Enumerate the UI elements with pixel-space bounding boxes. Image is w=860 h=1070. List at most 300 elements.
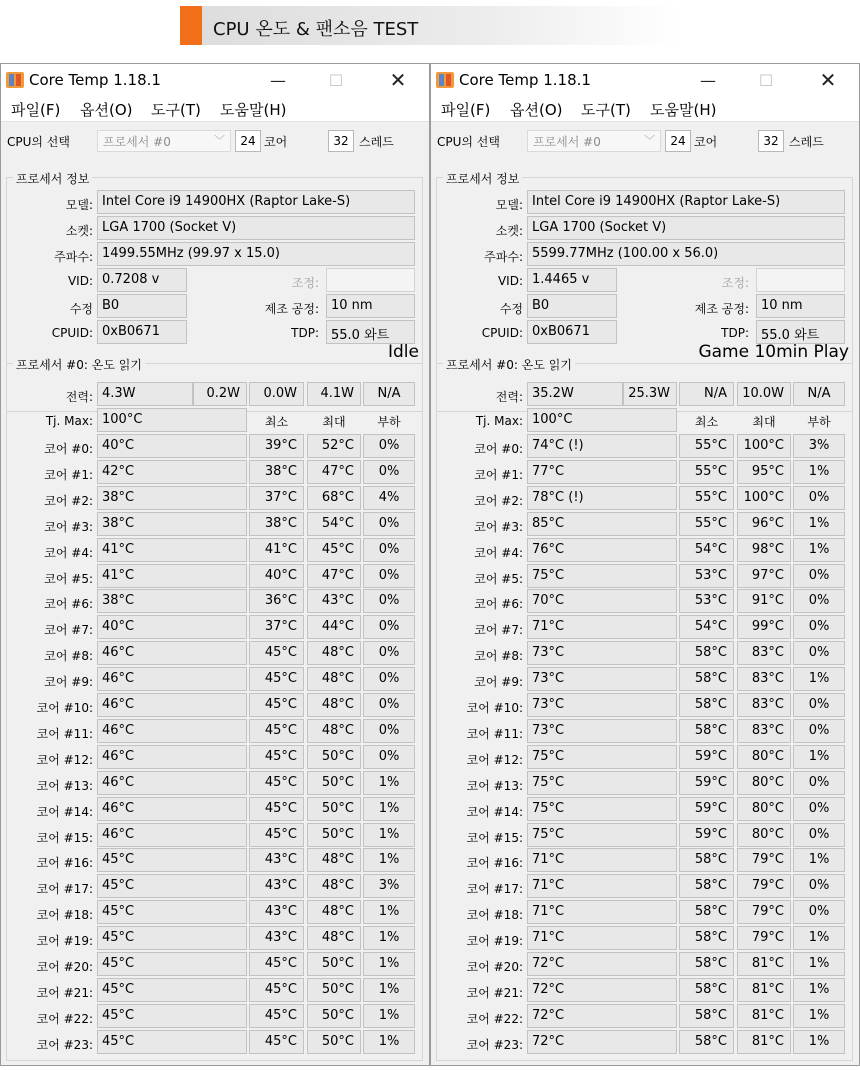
core-max-temp-field: 50°C [307, 1004, 361, 1028]
core-max-temp-field: 48°C [307, 926, 361, 950]
core-load-field: 1% [793, 460, 845, 484]
core-temp-app-icon [5, 71, 25, 89]
vid-label: VID: [497, 274, 523, 288]
menu-bar [1, 96, 429, 122]
core-temperature-field: 46°C [97, 641, 247, 665]
power-cores-field: 0.2W [193, 382, 247, 406]
window-title: Core Temp 1.18.1 [29, 71, 161, 89]
menu-tools[interactable]: 도구(T) [151, 101, 201, 119]
power-package-field: 4.3W [97, 382, 193, 406]
core-temperature-field: 45°C [97, 1030, 247, 1054]
cpu-select-label: CPU의 선택 [7, 135, 70, 149]
core-label: 코어 #21: [466, 985, 523, 1000]
core-max-temp-field: 48°C [307, 667, 361, 691]
power-dram-field: 4.1W [307, 382, 361, 406]
core-load-field: 0% [363, 667, 415, 691]
max-column-header: 최대 [752, 415, 776, 429]
frequency-field: 5599.77MHz (100.00 x 56.0) [527, 242, 845, 266]
core-count-field: 24 [665, 130, 691, 152]
core-load-field: 1% [793, 952, 845, 976]
menu-tools[interactable]: 도구(T) [581, 101, 631, 119]
core-temperature-field: 45°C [97, 1004, 247, 1028]
core-load-field: 1% [793, 926, 845, 950]
core-load-field: 0% [793, 615, 845, 639]
temperature-readings-legend: 프로세서 #0: 온도 읽기 [13, 356, 145, 373]
banner-accent-bar [180, 6, 202, 45]
cpuid-label: CPUID: [51, 326, 93, 340]
core-max-temp-field: 81°C [737, 1030, 791, 1054]
core-label: 코어 #12: [466, 752, 523, 767]
processor-dropdown[interactable] [97, 130, 231, 152]
core-temperature-field: 38°C [97, 486, 247, 510]
processor-dropdown-value: 프로세서 #0 [533, 135, 601, 149]
core-label: 코어 #3: [44, 519, 93, 534]
core-min-temp-field: 45°C [249, 745, 304, 769]
test-condition-label: Idle [388, 342, 419, 362]
test-banner [180, 6, 680, 45]
tdp-field: 55.0 와트 [326, 320, 415, 344]
core-temperature-field: 46°C [97, 823, 247, 847]
core-load-field: 1% [363, 797, 415, 821]
lithography-label: 제조 공정: [264, 302, 319, 316]
core-temperature-field: 40°C [97, 615, 247, 639]
core-load-field: 0% [363, 538, 415, 562]
core-min-temp-field: 45°C [249, 823, 304, 847]
frequency-label: 주파수: [54, 250, 93, 264]
core-load-field: 0% [793, 564, 845, 588]
core-min-temp-field: 58°C [679, 952, 734, 976]
core-min-temp-field: 58°C [679, 900, 734, 924]
core-temperature-field: 74°C (!) [527, 434, 677, 458]
menu-file[interactable]: 파일(F) [11, 101, 61, 119]
core-load-field: 0% [363, 589, 415, 613]
thread-count-field: 32 [758, 130, 784, 152]
core-temperature-field: 45°C [97, 874, 247, 898]
core-label: 코어 #10: [466, 701, 523, 715]
core-max-temp-field: 83°C [737, 641, 791, 665]
model-field: Intel Core i9 14900HX (Raptor Lake-S) [97, 190, 415, 214]
core-temperature-field: 40°C [97, 434, 247, 458]
core-load-field: 1% [363, 926, 415, 950]
core-load-field: 0% [363, 745, 415, 769]
core-min-temp-field: 43°C [249, 900, 304, 924]
core-min-temp-field: 58°C [679, 874, 734, 898]
core-label: 코어 #4: [474, 545, 523, 560]
core-label: 코어 #23: [36, 1037, 93, 1052]
core-load-field: 1% [793, 667, 845, 691]
title-bar [1, 64, 429, 96]
load-column-header: 부하 [807, 415, 831, 429]
core-max-temp-field: 79°C [737, 848, 791, 872]
core-label: 코어 #11: [36, 726, 93, 741]
core-temperature-field: 45°C [97, 926, 247, 950]
core-max-temp-field: 80°C [737, 823, 791, 847]
revision-field: B0 [97, 294, 187, 318]
core-label: 코어 #17: [36, 882, 93, 897]
core-min-temp-field: 41°C [249, 538, 304, 562]
menu-options[interactable]: 옵션(O) [510, 101, 563, 119]
core-max-temp-field: 44°C [307, 615, 361, 639]
core-max-temp-field: 79°C [737, 926, 791, 950]
load-column-header: 부하 [377, 415, 401, 429]
core-max-temp-field: 48°C [307, 693, 361, 717]
core-label: 코어 #20: [466, 960, 523, 974]
power-uncore-field: N/A [679, 382, 734, 406]
core-temperature-field: 75°C [527, 564, 677, 588]
core-label: 코어 #18: [466, 908, 523, 923]
core-label: 코어 #10: [36, 701, 93, 715]
socket-field: LGA 1700 (Socket V) [97, 216, 415, 240]
core-temperature-field: 45°C [97, 848, 247, 872]
core-temperature-field: 78°C (!) [527, 486, 677, 510]
close-button[interactable]: ✕ [819, 68, 837, 92]
minimize-button[interactable]: — [270, 70, 286, 90]
model-label: 모델: [495, 198, 523, 212]
core-min-temp-field: 59°C [679, 745, 734, 769]
core-load-field: 0% [793, 797, 845, 821]
core-load-field: 0% [363, 693, 415, 717]
core-min-temp-field: 55°C [679, 434, 734, 458]
lithography-label: 제조 공정: [694, 302, 749, 316]
core-label: 코어 #13: [466, 778, 523, 793]
core-max-temp-field: 80°C [737, 745, 791, 769]
core-max-temp-field: 80°C [737, 771, 791, 795]
core-label: 코어 #8: [44, 649, 93, 664]
core-label: 코어 #22: [36, 1011, 93, 1026]
core-max-temp-field: 50°C [307, 745, 361, 769]
core-max-temp-field: 80°C [737, 797, 791, 821]
core-temperature-field: 46°C [97, 797, 247, 821]
core-label: 코어 #1: [44, 467, 93, 482]
core-load-field: 0% [793, 823, 845, 847]
core-label: 코어 #12: [36, 752, 93, 767]
core-load-field: 0% [793, 771, 845, 795]
core-temperature-field: 45°C [97, 952, 247, 976]
core-count-label: 코어 [694, 135, 718, 149]
temperature-readings-group [6, 358, 423, 1061]
tjmax-label: Tj. Max: [475, 414, 523, 428]
core-label: 코어 #22: [466, 1011, 523, 1026]
core-label: 코어 #9: [44, 675, 93, 690]
core-temperature-field: 46°C [97, 771, 247, 795]
core-temperature-field: 71°C [527, 848, 677, 872]
revision-label: 수정 [499, 302, 523, 316]
core-max-temp-field: 98°C [737, 538, 791, 562]
window-title: Core Temp 1.18.1 [459, 71, 591, 89]
core-min-temp-field: 43°C [249, 926, 304, 950]
core-temperature-field: 71°C [527, 874, 677, 898]
revision-field: B0 [527, 294, 617, 318]
tjmax-field: 100°C [527, 408, 677, 432]
core-min-temp-field: 45°C [249, 978, 304, 1002]
core-temp-window-idle [0, 63, 430, 1066]
core-temperature-field: 73°C [527, 667, 677, 691]
min-column-header: 최소 [694, 415, 719, 429]
core-max-temp-field: 99°C [737, 615, 791, 639]
core-temperature-field: 72°C [527, 1030, 677, 1054]
core-min-temp-field: 58°C [679, 719, 734, 743]
core-label: 코어 #15: [466, 830, 523, 845]
power-label: 전력: [495, 390, 523, 404]
tdp-field: 55.0 와트 [756, 320, 845, 344]
core-max-temp-field: 81°C [737, 1004, 791, 1028]
core-count-label: 코어 [264, 135, 288, 149]
core-label: 코어 #16: [466, 856, 523, 871]
core-label: 코어 #3: [474, 519, 523, 534]
core-min-temp-field: 43°C [249, 874, 304, 898]
core-max-temp-field: 50°C [307, 952, 361, 976]
core-load-field: 0% [363, 460, 415, 484]
revision-label: 수정 [69, 302, 93, 316]
core-label: 코어 #0: [44, 442, 93, 456]
adjust-label: 조정: [721, 276, 749, 290]
core-load-field: 0% [793, 641, 845, 665]
core-min-temp-field: 55°C [679, 486, 734, 510]
core-temperature-field: 73°C [527, 693, 677, 717]
cpuid-field: 0xB0671 [97, 320, 187, 344]
core-load-field: 0% [793, 874, 845, 898]
menu-help[interactable]: 도움말(H) [220, 101, 287, 119]
core-max-temp-field: 45°C [307, 538, 361, 562]
core-min-temp-field: 45°C [249, 1004, 304, 1028]
core-min-temp-field: 58°C [679, 1004, 734, 1028]
chevron-down-icon: ﹀ [644, 134, 655, 147]
core-max-temp-field: 68°C [307, 486, 361, 510]
menu-options[interactable]: 옵션(O) [80, 101, 133, 119]
core-max-temp-field: 91°C [737, 589, 791, 613]
core-min-temp-field: 45°C [249, 667, 304, 691]
core-max-temp-field: 48°C [307, 900, 361, 924]
core-label: 코어 #5: [474, 571, 523, 586]
core-temperature-field: 71°C [527, 926, 677, 950]
core-max-temp-field: 83°C [737, 693, 791, 717]
chevron-down-icon: ﹀ [214, 134, 225, 147]
core-min-temp-field: 58°C [679, 667, 734, 691]
core-load-field: 0% [363, 512, 415, 536]
core-temperature-field: 76°C [527, 538, 677, 562]
core-temperature-field: 45°C [97, 900, 247, 924]
core-max-temp-field: 50°C [307, 978, 361, 1002]
core-min-temp-field: 59°C [679, 797, 734, 821]
core-label: 코어 #15: [36, 830, 93, 845]
core-max-temp-field: 100°C [737, 486, 791, 510]
core-temperature-field: 75°C [527, 823, 677, 847]
core-temperature-field: 46°C [97, 693, 247, 717]
core-load-field: 1% [793, 848, 845, 872]
lithography-field: 10 nm [756, 294, 845, 318]
core-min-temp-field: 38°C [249, 512, 304, 536]
core-temperature-field: 77°C [527, 460, 677, 484]
adjust-field [756, 268, 845, 292]
core-max-temp-field: 100°C [737, 434, 791, 458]
maximize-button[interactable]: ☐ [328, 70, 344, 90]
close-button[interactable]: ✕ [389, 68, 407, 92]
vid-label: VID: [67, 274, 93, 288]
core-load-field: 1% [363, 900, 415, 924]
core-min-temp-field: 45°C [249, 719, 304, 743]
power-cores-field: 25.3W [623, 382, 677, 406]
core-load-field: 0% [793, 693, 845, 717]
adjust-label: 조정: [291, 276, 319, 290]
core-label: 코어 #14: [466, 804, 523, 819]
core-temperature-field: 73°C [527, 641, 677, 665]
core-max-temp-field: 97°C [737, 564, 791, 588]
core-temperature-field: 72°C [527, 1004, 677, 1028]
banner-title: CPU 온도 & 팬소음 TEST [213, 19, 419, 40]
temperature-readings-legend: 프로세서 #0: 온도 읽기 [443, 356, 575, 373]
core-label: 코어 #5: [44, 571, 93, 586]
test-condition-label: Game 10min Play [698, 342, 849, 362]
thread-count-label: 스레드 [789, 135, 824, 149]
core-temperature-field: 38°C [97, 512, 247, 536]
core-temperature-field: 38°C [97, 589, 247, 613]
socket-field: LGA 1700 (Socket V) [527, 216, 845, 240]
core-temperature-field: 41°C [97, 564, 247, 588]
core-load-field: 1% [363, 1004, 415, 1028]
frequency-label: 주파수: [484, 250, 523, 264]
core-load-field: 0% [363, 434, 415, 458]
core-load-field: 4% [363, 486, 415, 510]
core-min-temp-field: 55°C [679, 512, 734, 536]
core-load-field: 0% [363, 564, 415, 588]
core-load-field: 0% [793, 486, 845, 510]
core-max-temp-field: 47°C [307, 564, 361, 588]
core-temperature-field: 46°C [97, 745, 247, 769]
power-dram-field: 10.0W [737, 382, 791, 406]
core-min-temp-field: 58°C [679, 1030, 734, 1054]
core-label: 코어 #6: [44, 597, 93, 612]
core-load-field: 0% [363, 615, 415, 639]
power-gpu-field: N/A [793, 382, 845, 406]
core-load-field: 1% [793, 978, 845, 1002]
core-temperature-field: 70°C [527, 589, 677, 613]
core-temp-app-icon [435, 71, 455, 89]
core-temperature-field: 72°C [527, 978, 677, 1002]
core-min-temp-field: 38°C [249, 460, 304, 484]
core-temperature-field: 85°C [527, 512, 677, 536]
minimize-button[interactable]: — [700, 70, 716, 90]
core-label: 코어 #19: [36, 934, 93, 949]
core-label: 코어 #23: [466, 1037, 523, 1052]
core-label: 코어 #2: [44, 493, 93, 508]
core-load-field: 1% [793, 1004, 845, 1028]
core-min-temp-field: 58°C [679, 978, 734, 1002]
menu-help[interactable]: 도움말(H) [650, 101, 717, 119]
processor-info-legend: 프로세서 정보 [13, 170, 92, 187]
core-min-temp-field: 59°C [679, 771, 734, 795]
core-max-temp-field: 48°C [307, 874, 361, 898]
core-label: 코어 #2: [474, 493, 523, 508]
core-label: 코어 #1: [474, 467, 523, 482]
core-max-temp-field: 81°C [737, 952, 791, 976]
processor-dropdown[interactable] [527, 130, 661, 152]
core-min-temp-field: 58°C [679, 926, 734, 950]
processor-dropdown-value: 프로세서 #0 [103, 135, 171, 149]
core-min-temp-field: 58°C [679, 641, 734, 665]
thread-count-field: 32 [328, 130, 354, 152]
core-min-temp-field: 54°C [679, 615, 734, 639]
core-load-field: 1% [363, 978, 415, 1002]
core-min-temp-field: 45°C [249, 952, 304, 976]
core-label: 코어 #17: [466, 882, 523, 897]
core-load-field: 0% [793, 719, 845, 743]
power-gpu-field: N/A [363, 382, 415, 406]
core-max-temp-field: 48°C [307, 719, 361, 743]
core-max-temp-field: 83°C [737, 667, 791, 691]
core-max-temp-field: 47°C [307, 460, 361, 484]
core-temperature-field: 75°C [527, 771, 677, 795]
core-min-temp-field: 45°C [249, 693, 304, 717]
maximize-button[interactable]: ☐ [758, 70, 774, 90]
power-package-field: 35.2W [527, 382, 623, 406]
core-temp-window-game [430, 63, 860, 1066]
core-label: 코어 #7: [474, 623, 523, 638]
core-label: 코어 #19: [466, 934, 523, 949]
core-max-temp-field: 48°C [307, 641, 361, 665]
vid-field: 0.7208 v [97, 268, 187, 292]
core-max-temp-field: 50°C [307, 1030, 361, 1054]
core-load-field: 3% [363, 874, 415, 898]
core-load-field: 1% [793, 1030, 845, 1054]
core-temperature-field: 41°C [97, 538, 247, 562]
core-load-field: 1% [793, 538, 845, 562]
core-max-temp-field: 83°C [737, 719, 791, 743]
core-min-temp-field: 54°C [679, 538, 734, 562]
core-min-temp-field: 36°C [249, 589, 304, 613]
core-min-temp-field: 39°C [249, 434, 304, 458]
power-label: 전력: [65, 390, 93, 404]
core-temperature-field: 72°C [527, 952, 677, 976]
menu-file[interactable]: 파일(F) [441, 101, 491, 119]
core-min-temp-field: 45°C [249, 797, 304, 821]
core-load-field: 0% [363, 719, 415, 743]
core-load-field: 0% [793, 900, 845, 924]
core-temperature-field: 46°C [97, 719, 247, 743]
menu-bar [431, 96, 859, 122]
core-label: 코어 #11: [466, 726, 523, 741]
core-min-temp-field: 53°C [679, 589, 734, 613]
model-field: Intel Core i9 14900HX (Raptor Lake-S) [527, 190, 845, 214]
core-label: 코어 #13: [36, 778, 93, 793]
core-max-temp-field: 50°C [307, 797, 361, 821]
core-max-temp-field: 48°C [307, 848, 361, 872]
core-temperature-field: 71°C [527, 615, 677, 639]
cpu-select-label: CPU의 선택 [437, 135, 500, 149]
processor-info-legend: 프로세서 정보 [443, 170, 522, 187]
cpuid-label: CPUID: [481, 326, 523, 340]
tdp-label: TDP: [721, 326, 749, 340]
core-load-field: 1% [363, 848, 415, 872]
core-load-field: 3% [793, 434, 845, 458]
core-max-temp-field: 81°C [737, 978, 791, 1002]
core-min-temp-field: 58°C [679, 693, 734, 717]
tjmax-field: 100°C [97, 408, 247, 432]
lithography-field: 10 nm [326, 294, 415, 318]
cpuid-field: 0xB0671 [527, 320, 617, 344]
core-load-field: 0% [793, 589, 845, 613]
core-label: 코어 #6: [474, 597, 523, 612]
model-label: 모델: [65, 198, 93, 212]
core-load-field: 1% [363, 952, 415, 976]
core-max-temp-field: 52°C [307, 434, 361, 458]
socket-label: 소켓: [495, 224, 523, 238]
core-min-temp-field: 45°C [249, 641, 304, 665]
core-count-field: 24 [235, 130, 261, 152]
core-temperature-field: 42°C [97, 460, 247, 484]
core-label: 코어 #16: [36, 856, 93, 871]
core-max-temp-field: 95°C [737, 460, 791, 484]
core-temperature-field: 45°C [97, 978, 247, 1002]
